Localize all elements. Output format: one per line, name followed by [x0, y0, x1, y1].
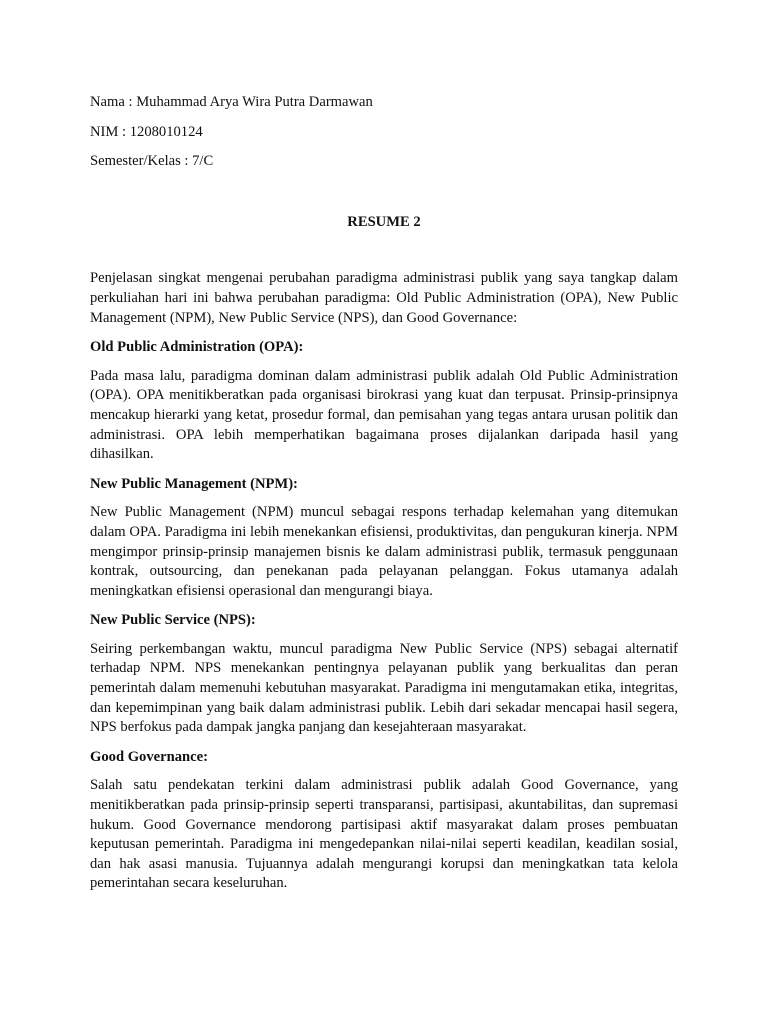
- section-heading-opa: Old Public Administration (OPA):: [90, 339, 304, 356]
- document-page: [90, 93, 678, 894]
- section-body-good-governance: Salah satu pendekatan terkini dalam administrasi publik adalah Good Governance, yang menitikberatkan pada prinsip-prinsip seperti transparansi, partisipasi, akuntabilitas, dan supremasi hukum. Good Governance mendorong partisipasi aktif masyarakat dalam proses pembuatan keputusan pemerintah. Paradigma ini mengedepankan nilai-nilai seperti keadilan, keadilan sosial, dan hak asasi manusia. Tujuannya adalah mengurangi korupsi dan meningkatkan tata kelola pemerintahan secara keseluruhan.: [90, 777, 678, 892]
- student-nim: NIM : 1208010124: [90, 123, 203, 140]
- intro-paragraph: Penjelasan singkat mengenai perubahan paradigma administrasi publik yang saya tangkap dalam perkuliahan hari ini bahwa perubahan paradigma: Old Public Administration (OPA), New Public Management (NPM), New Public Service (NPS), dan Good Governance:: [90, 270, 678, 326]
- section-npm: [90, 475, 678, 602]
- section-nps: [90, 611, 678, 738]
- section-heading-npm: New Public Management (NPM):: [90, 475, 298, 492]
- document-title: RESUME 2: [347, 213, 421, 230]
- section-body-npm: New Public Management (NPM) muncul sebagai respons terhadap kelemahan yang ditemukan dalam OPA. Paradigma ini lebih menekankan efisiensi, produktivitas, dan pengukuran kinerja. NPM mengimpor prinsip-prinsip manajemen bisnis ke dalam administrasi publik, termasuk penggunaan kontrak, outsourcing, dan penekanan pada pelayanan pelanggan. Fokus utamanya adalah meningkatkan efisiensi operasional dan mengurangi biaya.: [90, 504, 678, 599]
- section-heading-good-governance: Good Governance:: [90, 748, 208, 765]
- student-semester-class: Semester/Kelas : 7/C: [90, 153, 214, 170]
- section-body-nps: Seiring perkembangan waktu, muncul paradigma New Public Service (NPS) sebagai alternatif terhadap NPM. NPS menekankan pentingnya pelayanan publik yang berkualitas dan peran pemerintah dalam memenuhi kebutuhan masyarakat. Paradigma ini mengutamakan etika, integritas, dan kepemimpinan yang baik dalam administrasi publik. Lebih dari sekadar mencapai hasil segera, NPS berfokus pada dampak jangka panjang dan kesejahteraan masyarakat.: [90, 640, 678, 736]
- section-opa: [90, 338, 678, 465]
- section-heading-nps: New Public Service (NPS):: [90, 612, 256, 629]
- section-good-governance: [90, 748, 678, 894]
- section-body-opa: Pada masa lalu, paradigma dominan dalam administrasi publik adalah Old Public Administration (OPA). OPA menitikberatkan pada organisasi birokrasi yang kuat dan terpusat. Prinsip-prinsipnya mencakup hierarki yang ketat, prosedur formal, dan pemisahan yang tegas antara urusan politik dan administrasi. OPA lebih memperhatikan bagaimana proses dijalankan daripada hasil yang dihasilkan.: [90, 367, 678, 463]
- student-info: [90, 93, 678, 172]
- student-name: Nama : Muhammad Arya Wira Putra Darmawan: [90, 94, 373, 110]
